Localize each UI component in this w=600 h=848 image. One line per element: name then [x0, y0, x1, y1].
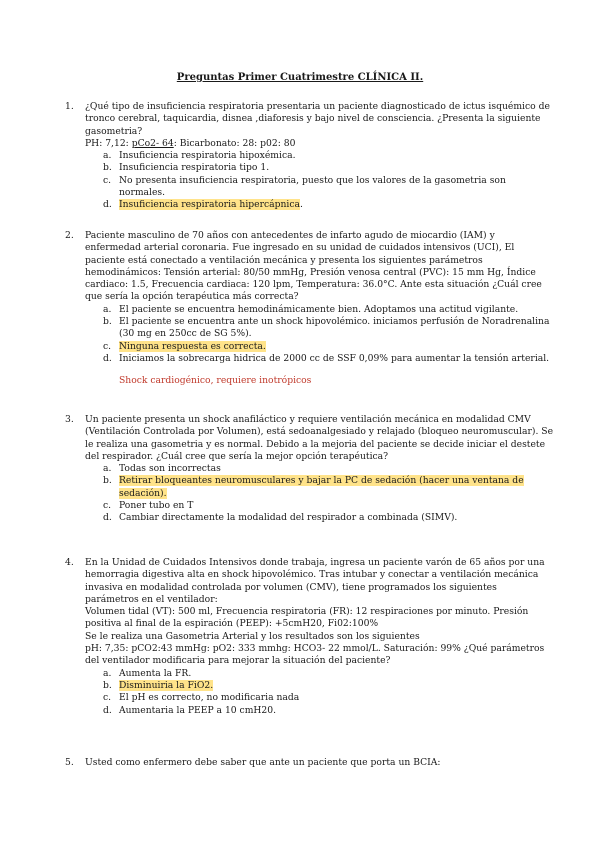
question-1	[65, 101, 553, 212]
question-2	[65, 230, 553, 388]
option-c[interactable]	[85, 500, 553, 512]
option-text: Aumentaria la PEEP a 10 cmH20.	[119, 704, 277, 716]
options-list	[85, 463, 553, 524]
option-text-highlighted: Insuficiencia respiratoria hipercápnica	[119, 199, 300, 211]
question-text: ¿Qué tipo de insuficiencia respiratoria presentaria un paciente diagnosticado de ictus isquémico de tronco cerebral, taquicardia, disnea ,diaforesis y bajo nivel de consciencia. ¿Presenta la siguiente gasometria?	[85, 101, 550, 137]
question-number: 2.	[65, 230, 74, 241]
option-b-correct[interactable]	[85, 680, 553, 692]
option-letter: c.	[103, 692, 112, 704]
option-b-correct[interactable]	[85, 475, 553, 500]
gas-rest: : Bicarbonato: 28: p02: 80	[173, 137, 296, 149]
option-a[interactable]	[85, 304, 553, 316]
options-list	[85, 668, 553, 717]
option-suffix: .	[299, 199, 303, 211]
option-d[interactable]	[85, 512, 553, 524]
option-d-correct[interactable]	[85, 199, 553, 211]
option-letter: a.	[103, 463, 112, 475]
options-list	[85, 304, 553, 365]
option-text: Poner tubo en T	[119, 500, 194, 512]
option-c-correct[interactable]	[85, 341, 553, 353]
gas-ph: PH: 7,12:	[85, 137, 132, 149]
option-text: El pH es correcto, no modificaria nada	[119, 692, 300, 704]
answer-note: Shock cardiogénico, requiere inotrópicos	[119, 375, 312, 387]
option-letter: d.	[103, 704, 112, 716]
option-letter: d.	[103, 199, 112, 211]
ventilator-params: Volumen tidal (VT): 500 ml, Frecuencia respiratoria (FR): 12 respiraciones por minuto. Presión positiva al final de la espiración (PEEP): +5cmH20, Fi02:100%	[85, 606, 529, 630]
question-3	[65, 414, 554, 525]
option-text-highlighted: Retirar bloqueantes neuromusculares y bajar la PC de sedación (hacer una ventana de sedación).	[119, 475, 524, 499]
option-text: Todas son incorrectas	[119, 463, 221, 475]
question-number: 3.	[65, 414, 74, 425]
question-text: En la Unidad de Cuidados Intensivos donde trabaja, ingresa un paciente varón de 65 años por una hemorragia digestiva alta en shock hipovolémico. Tras intubar y conectar a ventilación mecánica invasiva en modalidad controlada por volumen (CMV), tiene programados los siguientes parámetros en el ventilador:	[85, 557, 545, 605]
question-4	[65, 557, 553, 717]
question-text: Paciente masculino de 70 años con antecedentes de infarto agudo de miocardio (IAM) y enfermedad arterial coronaria. Fue ingresado en su unidad de cuidados intensivos (UCI), El paciente está conectado a ventilación mecánica y presenta los siguientes parámetros hemodinámicos: Tensión arterial: 80/50 mmHg, Presión venosa central (PVC): 15 mm Hg, Índice cardiaco: 1.5, Frecuencia cardiaca: 120 lpm, Temperatura: 36.0°C. Ante esta situación ¿Cuál cree que sería la opción terapéutica más correcta?	[85, 230, 542, 303]
question-number: 1.	[65, 101, 74, 112]
option-text: Cambiar directamente la modalidad del respirador a combinada (SIMV).	[119, 512, 458, 524]
option-c[interactable]	[85, 175, 553, 200]
option-c[interactable]	[85, 692, 553, 704]
option-text: Aumenta la FR.	[119, 667, 192, 679]
option-d[interactable]	[85, 705, 553, 717]
option-text: Insuficiencia respiratoria hipoxémica.	[119, 150, 296, 162]
question-number: 4.	[65, 557, 74, 568]
option-letter: b.	[103, 162, 112, 174]
option-a[interactable]	[85, 463, 553, 475]
option-letter: b.	[103, 475, 112, 487]
option-a[interactable]	[85, 150, 553, 162]
option-text-highlighted: Ninguna respuesta es correcta.	[119, 340, 266, 352]
options-list	[85, 150, 553, 211]
option-letter: b.	[103, 679, 112, 691]
gasometry-intro: Se le realiza una Gasometria Arterial y los resultados son los siguientes	[85, 630, 420, 642]
option-letter: c.	[103, 500, 112, 512]
option-text: El paciente se encuentra ante un shock hipovolémico. iniciamos perfusión de Noradrenalina (30 mg en 250cc de SG 5%).	[119, 316, 550, 340]
question-number: 5.	[65, 757, 74, 768]
option-text: Insuficiencia respiratoria tipo 1.	[119, 162, 270, 174]
option-a[interactable]	[85, 668, 553, 680]
question-5	[65, 757, 553, 769]
option-d[interactable]	[85, 353, 553, 365]
option-text: El paciente se encuentra hemodinámicamente bien. Adoptamos una actitud vigilante.	[119, 303, 519, 315]
option-b[interactable]	[85, 316, 553, 341]
question-text: Usted como enfermero debe saber que ante un paciente que porta un BCIA:	[85, 757, 441, 768]
option-b[interactable]	[85, 162, 553, 174]
option-letter: a.	[103, 303, 112, 315]
option-letter: a.	[103, 150, 112, 162]
page-title: Preguntas Primer Cuatrimestre CLÍNICA II.	[176, 72, 424, 83]
option-letter: d.	[103, 352, 112, 364]
option-letter: c.	[103, 340, 112, 352]
gasometry-results: pH: 7,35: pCO2:43 mmHg: pO2: 333 mmhg: HCO3- 22 mmol/L. Saturación: 99% ¿Qué parámetros del ventilador modificaria para mejorar la situación del paciente?	[85, 643, 545, 667]
option-text-highlighted: Disminuiria la FiO2.	[119, 679, 214, 691]
option-letter: d.	[103, 512, 112, 524]
option-text: No presenta insuficiencia respiratoria, puesto que los valores de la gasometria son normales.	[119, 174, 506, 199]
option-letter: c.	[103, 174, 112, 186]
question-text: Un paciente presenta un shock anafiláctico y requiere ventilación mecánica en modalidad CMV (Ventilación Controlada por Volumen), está sedoanalgesiado y relajado (bloqueo neuromuscular). Se le realiza una gasometria y es normal. Debido a la mejoria del paciente se decide iniciar el destete del respirador. ¿Cuál cree que sería la mejor opción terapéutica?	[85, 414, 554, 462]
option-letter: a.	[103, 667, 112, 679]
gasometry-line	[85, 138, 553, 150]
option-letter: b.	[103, 316, 112, 328]
gas-pco2: pCo2- 64	[131, 137, 174, 149]
option-text: Iniciamos la sobrecarga hidrica de 2000 cc de SSF 0,09% para aumentar la tensión arterial.	[119, 352, 550, 364]
